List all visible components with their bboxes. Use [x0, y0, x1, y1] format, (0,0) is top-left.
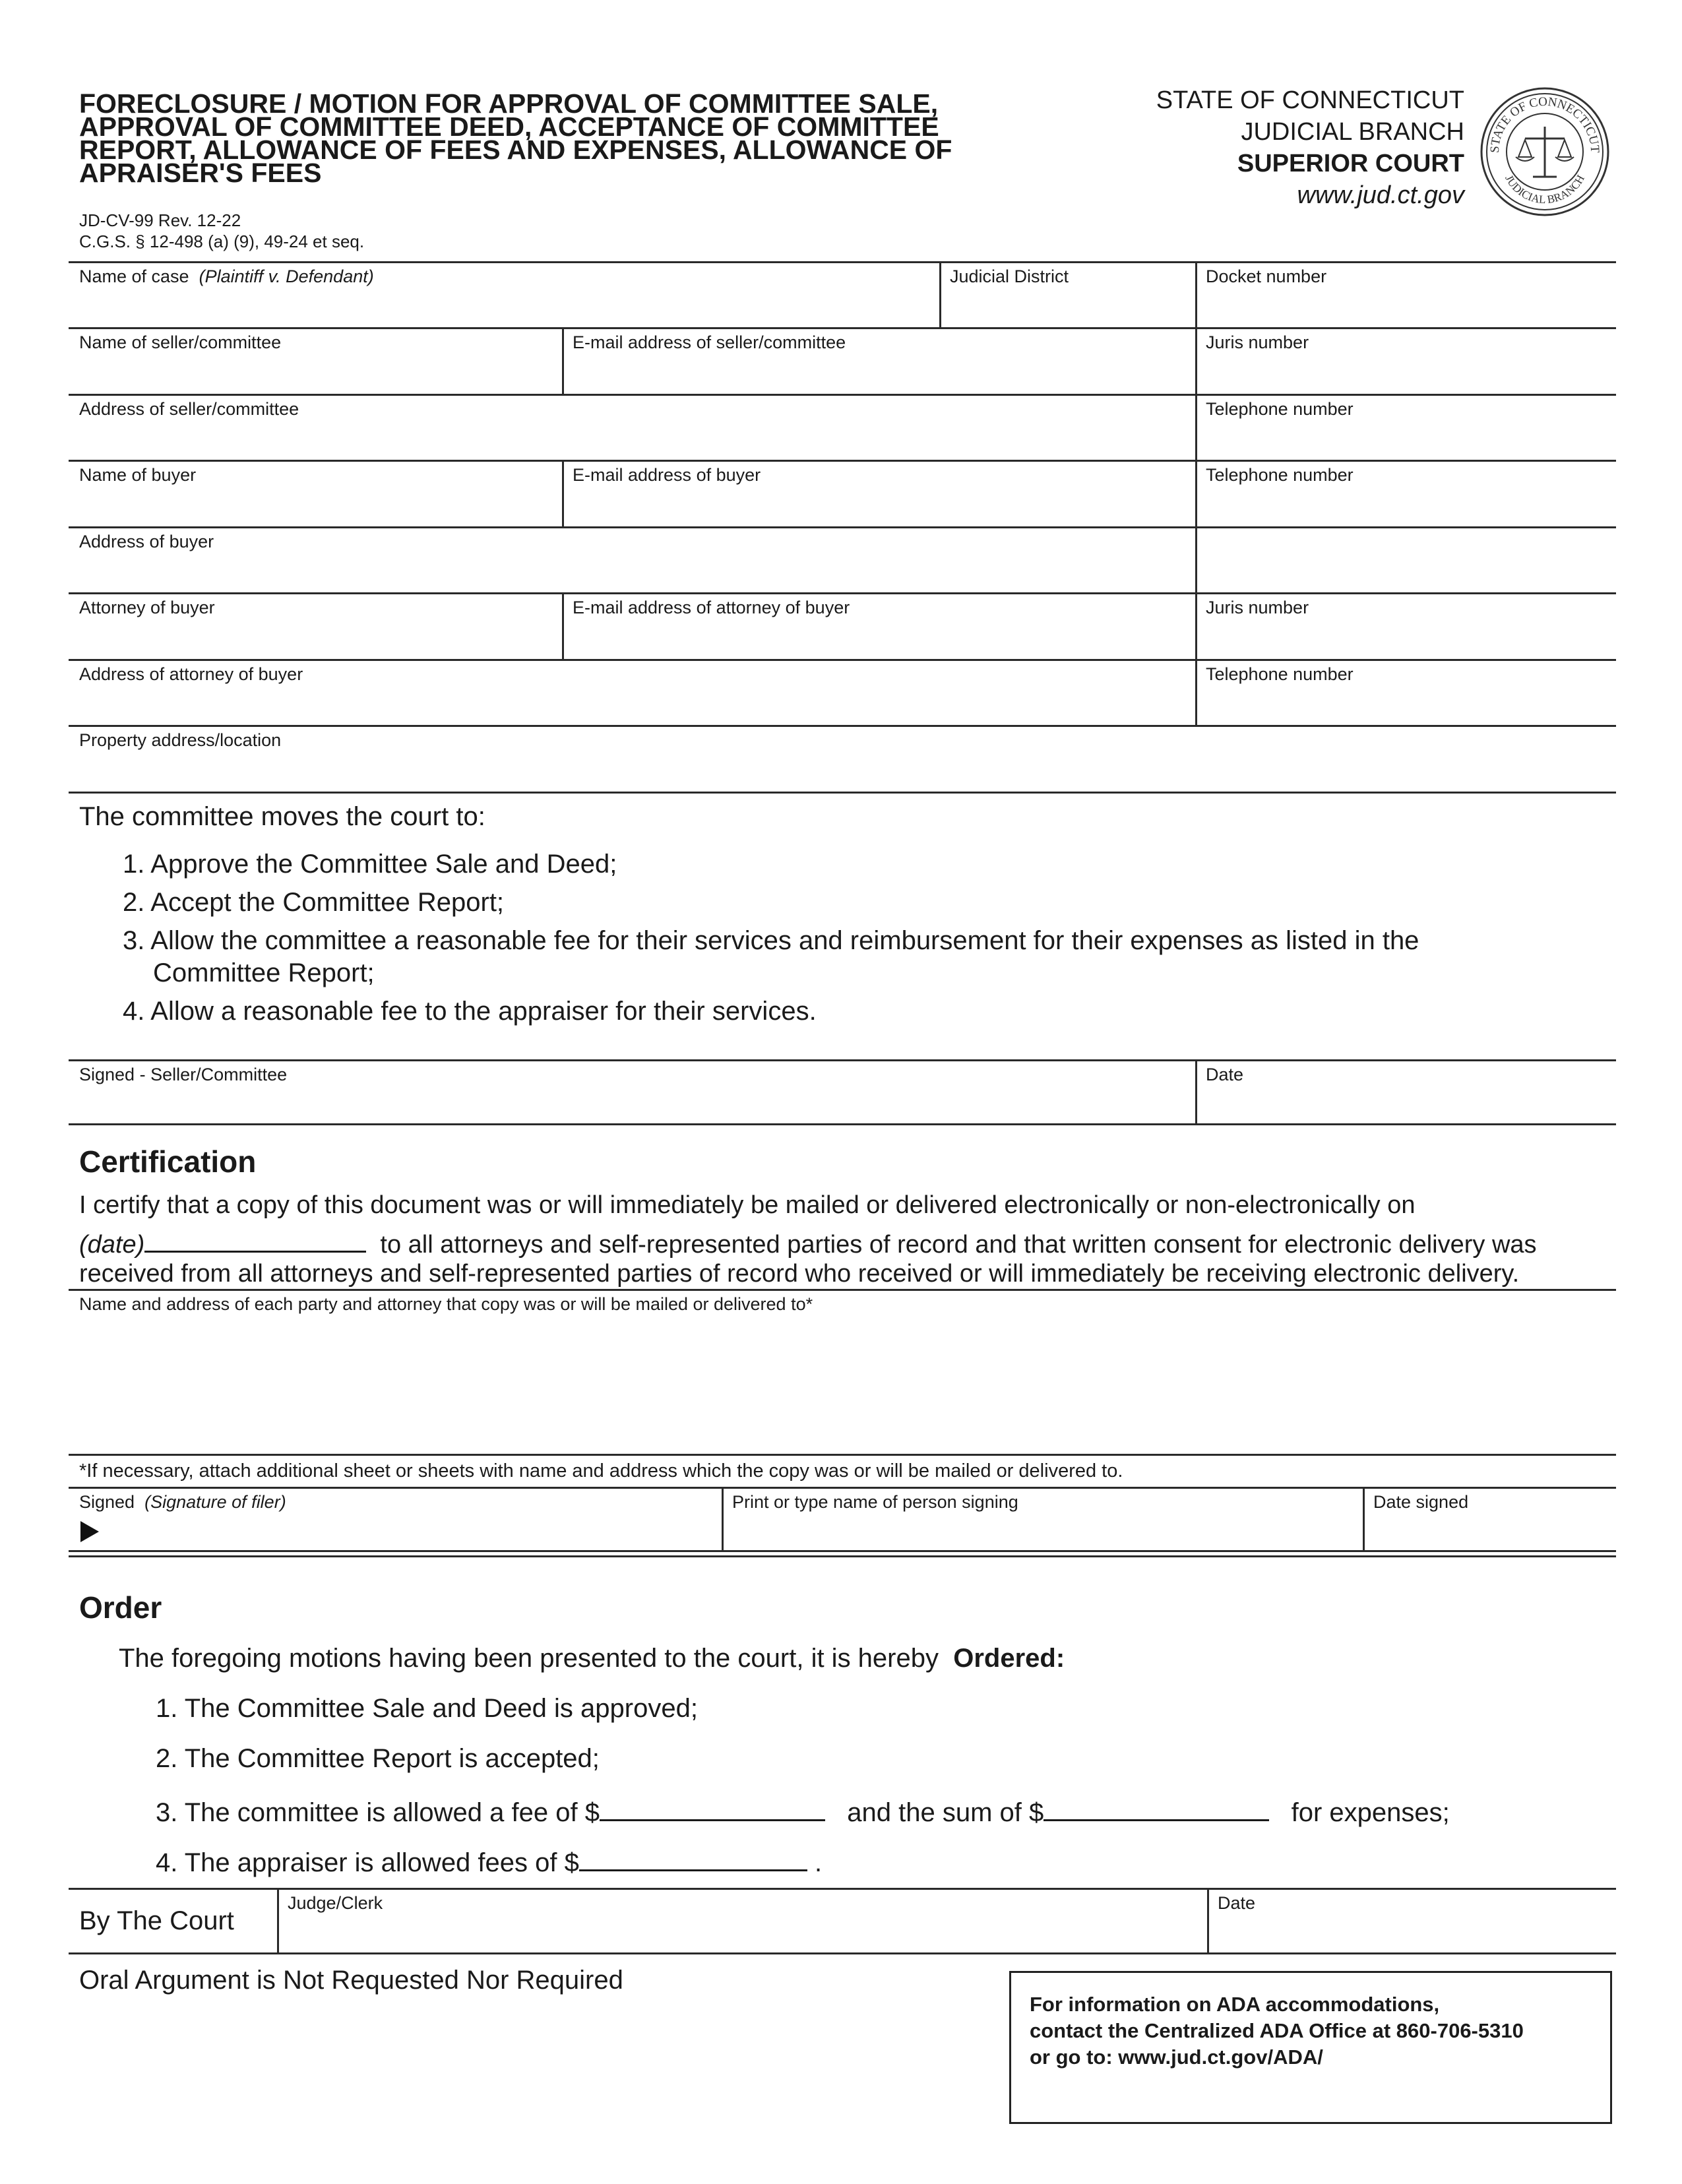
seller-address-label: Address of seller/committee	[79, 399, 299, 419]
case-name-label: Name of case (Plaintiff v. Defendant)	[79, 266, 374, 286]
order-heading: Order	[79, 1590, 162, 1625]
juris-number-label: Juris number	[1206, 332, 1309, 352]
form-title: FORECLOSURE / MOTION FOR APPROVAL OF COMMITTEE SALE, APPROVAL OF COMMITTEE DEED, ACCEPTANCE OF COMMITTEE REPORT, ALLOWANCE OF FEES AND EXPENSES, ALLOWANCE OF APRAISER'S FEES	[79, 88, 952, 188]
order-item-4	[156, 1846, 822, 1876]
date-signed-label: Date signed	[1373, 1492, 1469, 1512]
order-item-3-text: 3. The committee is allowed a fee of $	[156, 1798, 600, 1827]
judicial-district-label: Judicial District	[950, 266, 1069, 286]
property-address-field[interactable]	[69, 725, 1616, 792]
juris-number-label: Juris number	[1206, 598, 1309, 617]
motion-date-label: Date	[1206, 1065, 1244, 1084]
print-name-label: Print or type name of person signing	[732, 1492, 1018, 1512]
seller-juris-field[interactable]	[1195, 327, 1616, 394]
seller-telephone-field[interactable]	[1195, 394, 1616, 460]
certification-date-word: (date)	[79, 1231, 145, 1259]
buyer-email-field[interactable]	[562, 460, 1195, 526]
judicial-district-field[interactable]	[939, 261, 1195, 327]
telephone-label: Telephone number	[1206, 465, 1354, 485]
seller-address-field[interactable]	[69, 394, 1195, 460]
filer-signature-field[interactable]	[69, 1487, 722, 1550]
case-name-field[interactable]	[69, 261, 939, 327]
motion-item-3: 3. Allow the committee a reasonable fee for their services and reimbursement for their expenses as listed in the	[123, 926, 1419, 955]
expenses-sum-input[interactable]	[1043, 1795, 1269, 1821]
buyer-attorney-field[interactable]	[69, 592, 562, 659]
order-item-3-expenses-text: for expenses;	[1291, 1798, 1450, 1827]
form-code: JD-CV-99 Rev. 12-22	[79, 210, 241, 230]
seller-name-field[interactable]	[69, 327, 562, 394]
judicial-seal-icon	[1479, 86, 1611, 218]
certification-footnote: *If necessary, attach additional sheet or sheets with name and address which the copy was or will be mailed or delivered to.	[79, 1460, 1123, 1482]
order-item-4-text: 4. The appraiser is allowed fees of $	[156, 1848, 579, 1877]
docket-number-label: Docket number	[1206, 266, 1327, 286]
certification-line-2	[79, 1227, 1537, 1257]
svg-text:JUDICIAL BRANCH: JUDICIAL BRANCH	[1503, 172, 1587, 206]
motion-item-1: 1. Approve the Committee Sale and Deed;	[123, 850, 617, 879]
ordered-word: Ordered:	[953, 1644, 1065, 1673]
date-signed-field[interactable]	[1363, 1487, 1616, 1550]
oral-argument-note: Oral Argument is Not Requested Nor Required	[79, 1966, 623, 1995]
motion-date-field[interactable]	[1195, 1059, 1616, 1123]
order-item-3-sum-text: and the sum of $	[847, 1798, 1044, 1827]
buyer-address-field[interactable]	[69, 526, 1616, 592]
certification-line-2-text: to all attorneys and self-represented parties of record and that written consent for electronic delivery was	[380, 1231, 1537, 1259]
state-name: STATE OF CONNECTICUT	[1156, 86, 1464, 114]
telephone-label: Telephone number	[1206, 399, 1354, 419]
attorney-address-label: Address of attorney of buyer	[79, 664, 303, 684]
seller-email-field[interactable]	[562, 327, 1195, 394]
judge-clerk-label: Judge/Clerk	[288, 1893, 383, 1913]
buyer-address-label: Address of buyer	[79, 532, 214, 551]
filer-signature-label: Signed (Signature of filer)	[79, 1492, 286, 1512]
order-item-2: 2. The Committee Report is accepted;	[156, 1744, 600, 1773]
order-intro-text: The foregoing motions having been presented to the court, it is hereby	[119, 1644, 939, 1673]
motion-intro: The committee moves the court to:	[79, 802, 485, 831]
certification-date-input[interactable]	[144, 1227, 366, 1253]
website-link[interactable]: www.jud.ct.gov	[1297, 181, 1464, 209]
attorney-juris-field[interactable]	[1195, 592, 1616, 659]
buyer-name-label: Name of buyer	[79, 465, 197, 485]
seller-signature-label: Signed - Seller/Committee	[79, 1065, 288, 1084]
attorney-address-field[interactable]	[69, 659, 1195, 725]
judge-clerk-field[interactable]	[277, 1888, 1207, 1952]
docket-number-field[interactable]	[1195, 261, 1616, 327]
order-date-field[interactable]	[1207, 1888, 1616, 1952]
attorney-telephone-field[interactable]	[1195, 659, 1616, 725]
certification-line-3: received from all attorneys and self-represented parties of record who received or will immediately be receiving electronic delivery.	[79, 1260, 1520, 1288]
branch-name: JUDICIAL BRANCH	[1241, 118, 1464, 146]
appraiser-fee-input[interactable]	[579, 1846, 807, 1871]
ada-link[interactable]: or go to: www.jud.ct.gov/ADA/	[1030, 2045, 1323, 2069]
property-address-label: Property address/location	[79, 730, 282, 750]
by-the-court-label: By The Court	[79, 1906, 234, 1935]
order-intro	[119, 1645, 1065, 1671]
court-name: SUPERIOR COURT	[1237, 150, 1464, 177]
seller-signature-field[interactable]	[69, 1059, 1195, 1123]
motion-item-4: 4. Allow a reasonable fee to the appraiser for their services.	[123, 997, 817, 1026]
attorney-email-field[interactable]	[562, 592, 1195, 659]
motion-item-3-continued: Committee Report;	[153, 958, 375, 987]
motion-item-2: 2. Accept the Committee Report;	[123, 888, 505, 917]
telephone-label: Telephone number	[1206, 664, 1354, 684]
recipients-field[interactable]	[69, 1289, 1616, 1454]
seller-email-label: E-mail address of seller/committee	[573, 332, 846, 352]
svg-text:STATE OF CONNECTICUT: STATE OF CONNECTICUT	[1487, 94, 1602, 154]
print-name-field[interactable]	[722, 1487, 1363, 1550]
buyer-email-label: E-mail address of buyer	[573, 465, 761, 485]
order-item-4-period: .	[814, 1848, 823, 1877]
certification-heading: Certification	[79, 1144, 257, 1179]
attorney-email-label: E-mail address of attorney of buyer	[573, 598, 850, 617]
committee-fee-input[interactable]	[600, 1795, 825, 1821]
buyer-name-field[interactable]	[69, 460, 562, 526]
ada-line-2: contact the Centralized ADA Office at 860-706-5310	[1030, 2019, 1524, 2042]
seller-name-label: Name of seller/committee	[79, 332, 282, 352]
buyer-attorney-label: Attorney of buyer	[79, 598, 215, 617]
order-date-label: Date	[1218, 1893, 1256, 1913]
order-item-3	[156, 1795, 1450, 1826]
ada-line-1: For information on ADA accommodations,	[1030, 1993, 1440, 2016]
buyer-telephone-field[interactable]	[1195, 460, 1616, 526]
ada-info-box	[1009, 1971, 1612, 2124]
certification-line-1: I certify that a copy of this document was or will immediately be mailed or delivered electronically or non-electronically on	[79, 1191, 1416, 1219]
statute-reference: C.G.S. § 12-498 (a) (9), 49-24 et seq.	[79, 232, 365, 251]
order-item-1: 1. The Committee Sale and Deed is approved;	[156, 1694, 698, 1723]
recipients-label: Name and address of each party and attorney that copy was or will be mailed or delivered to*	[79, 1294, 813, 1314]
signature-arrow-icon	[79, 1520, 100, 1547]
